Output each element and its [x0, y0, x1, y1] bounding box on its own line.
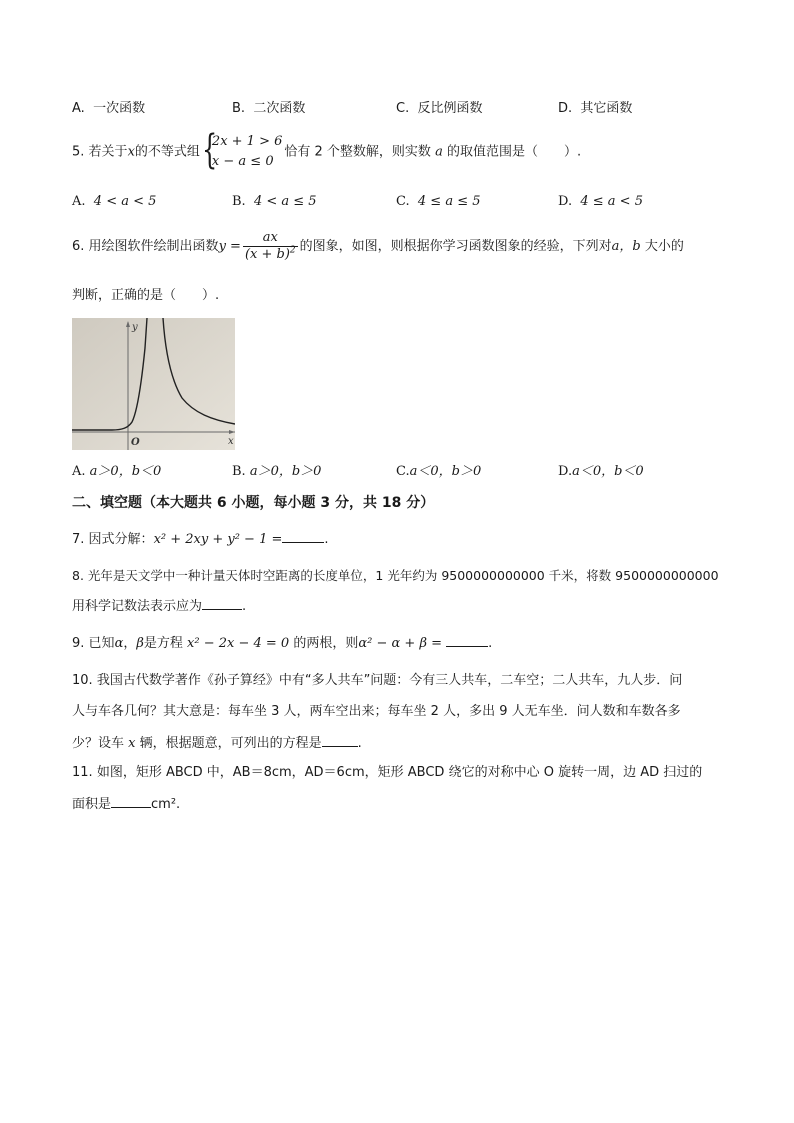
unit: cm²	[151, 797, 177, 812]
question-text: 大小的	[644, 239, 684, 254]
question-number: 9.	[72, 636, 85, 651]
origin-label: O	[131, 437, 140, 448]
q5-option-c	[396, 193, 481, 211]
question-10-line-3	[72, 734, 362, 753]
option-letter: C.	[396, 464, 410, 479]
answer-blank[interactable]	[202, 597, 242, 610]
variable: x	[127, 144, 135, 160]
question-text: 的取值范围是（ ）.	[446, 144, 582, 160]
option-letter: B.	[232, 194, 246, 209]
question-text: 光年是天文学中一种计量天体时空距离的长度单位，1 光年约为 9500000000000 千米，将数 9500000000000	[87, 568, 719, 583]
option-letter: B.	[232, 101, 246, 116]
answer-blank[interactable]	[282, 530, 324, 543]
question-text: 用绘图软件绘制出函数	[88, 239, 219, 254]
section-title: 二、填空题（本大题共 6 小题，每小题 3 分，共 18 分）	[72, 495, 435, 511]
inequality-2: x − a ≤ 0	[211, 154, 274, 169]
question-text: 少？设车	[72, 736, 125, 751]
question-10-line-1	[72, 672, 682, 690]
variables: a，b	[611, 239, 641, 254]
q6-option-a	[72, 463, 161, 481]
question-number: 7.	[72, 532, 85, 547]
q6-option-b	[232, 463, 321, 481]
question-text: 是方程	[143, 636, 183, 651]
option-text: 4 ≤ a < 5	[580, 194, 643, 209]
q5-option-a	[72, 193, 156, 211]
option-letter: C.	[396, 194, 410, 209]
option-letter: B.	[232, 464, 246, 479]
option-text: 反比例函数	[417, 101, 483, 116]
option-text: a＞0，b＞0	[249, 464, 322, 479]
fraction-numerator: ax	[243, 230, 298, 247]
question-text: 如图，矩形 ABCD 中，AB＝8cm，AD＝6cm，矩形 ABCD 绕它的对称中心 O 旋转一周，边 AD 扫过的	[96, 765, 703, 780]
question-text: 若关于	[88, 144, 128, 160]
q4-option-b	[232, 100, 305, 118]
question-text: 判断，正确的是（ ）.	[72, 288, 220, 303]
answer-blank[interactable]	[111, 795, 151, 808]
punctuation: ，	[123, 636, 137, 651]
option-letter: A.	[72, 101, 85, 116]
brace-icon: {	[201, 127, 218, 173]
q5-option-b	[232, 193, 317, 211]
inequality-system	[201, 127, 283, 173]
question-text: 用科学记数法表示应为	[72, 599, 203, 614]
question-6-line-1	[72, 229, 684, 265]
question-text: 辆，根据题意，可列出的方程是	[139, 736, 322, 751]
function-fraction	[243, 230, 298, 263]
punctuation: .	[324, 532, 329, 547]
question-10-line-2	[72, 703, 681, 721]
option-text: 二次函数	[253, 101, 306, 116]
punctuation: .	[242, 599, 247, 614]
question-7	[72, 530, 329, 549]
option-letter: A.	[72, 464, 86, 479]
expression: x² + 2xy + y² − 1 =	[153, 532, 283, 547]
answer-blank[interactable]	[322, 734, 358, 747]
question-number: 11.	[72, 765, 93, 780]
option-text: 4 < a ≤ 5	[253, 194, 317, 209]
punctuation: .	[357, 736, 362, 751]
question-9	[72, 634, 492, 653]
variable: a	[435, 144, 443, 160]
inequality-1: 2x + 1 > 6	[211, 134, 283, 149]
fraction-denominator: $(x + b)^2$	[244, 245, 296, 262]
question-text: 面积是	[72, 797, 112, 812]
q4-option-c	[396, 100, 483, 118]
variable: x	[128, 736, 136, 751]
question-number: 8.	[72, 568, 84, 583]
question-11-line-1	[72, 764, 702, 782]
option-text: 4 ≤ a ≤ 5	[417, 194, 481, 209]
question-8-line-2	[72, 597, 246, 616]
question-5	[72, 127, 582, 173]
option-letter: C.	[396, 101, 410, 116]
q6-option-c	[396, 463, 481, 481]
question-11-line-2	[72, 795, 180, 814]
q4-option-a	[72, 100, 145, 118]
question-text: 的图象，如图，则根据你学习函数图象的经验，下列对	[299, 239, 612, 254]
option-letter: D.	[558, 194, 573, 209]
option-text: a＜0，b＞0	[409, 464, 482, 479]
question-number: 5.	[72, 144, 85, 160]
option-text: a＜0，b＜0	[572, 464, 644, 479]
question-text: 已知	[88, 636, 115, 651]
denominator-text: (x + b)	[244, 247, 290, 262]
option-text: a＞0，b＜0	[89, 464, 162, 479]
q6-option-d	[558, 463, 644, 481]
question-text: 恰有 2 个整数解，则实数	[284, 144, 431, 160]
punctuation: .	[488, 636, 493, 651]
function-lhs: y =	[218, 239, 241, 254]
answer-blank[interactable]	[446, 634, 488, 647]
y-axis-label: y	[132, 322, 138, 333]
question-text: 的两根，则	[293, 636, 359, 651]
question-8-line-1	[72, 567, 719, 585]
option-letter: D.	[558, 101, 573, 116]
equation: x² − 2x − 4 = 0	[187, 636, 290, 651]
expression: α² − α + β =	[358, 636, 442, 651]
question-6-line-2	[72, 287, 219, 305]
option-letter: D.	[558, 464, 573, 479]
question-text: 我国古代数学著作《孙子算经》中有“多人共车”问题：今有三人共车，二车空；二人共车，九人步．问	[96, 673, 683, 688]
option-text: 4 < a < 5	[93, 194, 157, 209]
option-text: 其它函数	[580, 101, 633, 116]
question-number: 10.	[72, 673, 93, 688]
punctuation: .	[176, 797, 181, 812]
question-number: 6.	[72, 239, 85, 254]
option-text: 一次函数	[93, 101, 146, 116]
question-text: 人与车各几何？其大意是：每车坐 3 人，两车空出来；每车坐 2 人，多出 9 人无车坐．问人数和车数各多	[72, 704, 681, 719]
q5-option-d	[558, 193, 643, 211]
function-graph	[72, 318, 235, 450]
alpha-symbol: α	[114, 636, 124, 651]
q4-option-d	[558, 100, 632, 118]
question-text: 的不等式组	[134, 144, 200, 160]
question-text: 因式分解：	[88, 532, 154, 547]
beta-symbol: β	[136, 636, 144, 651]
option-letter: A.	[72, 194, 86, 209]
x-axis-label: x	[228, 436, 234, 447]
